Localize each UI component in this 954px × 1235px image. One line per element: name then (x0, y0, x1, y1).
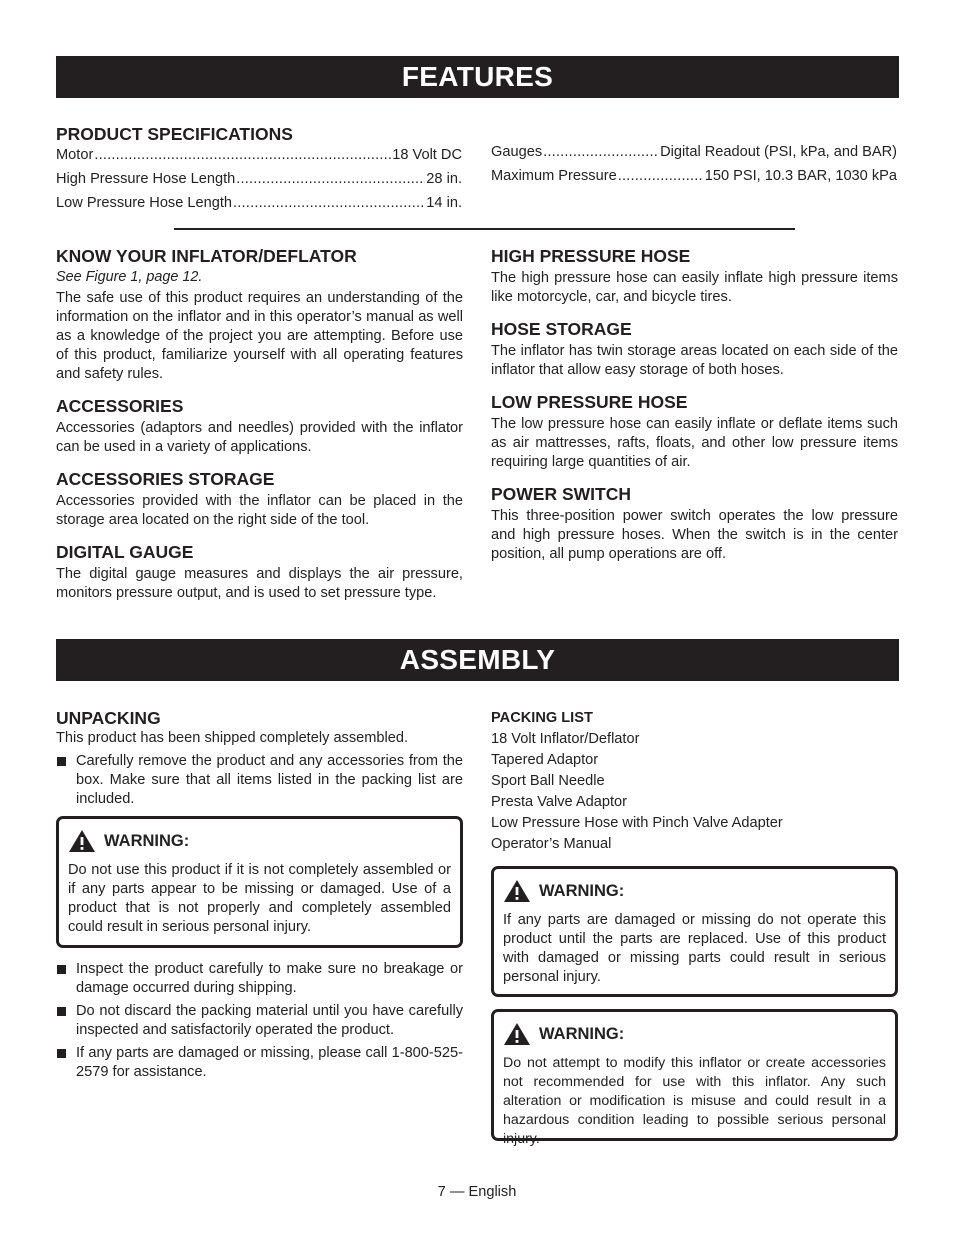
section-heading: HOSE STORAGE (491, 319, 632, 339)
features-right-column (491, 246, 898, 576)
packing-item: 18 Volt Inflator/Deflator (491, 731, 640, 747)
section-text: This three-position power switch operates the low pressure and high pressure hoses. When the switch is in the center position, all pump operations are off. (491, 508, 898, 562)
warning-title: WARNING: (104, 831, 190, 850)
section-heading: POWER SWITCH (491, 484, 631, 504)
packing-item: Sport Ball Needle (491, 773, 605, 789)
spec-row-low-hose: Low Pressure Hose Length ..... 14 in. (56, 191, 462, 215)
section-text: The high pressure hose can easily inflate high pressure items like motorcycle, car, and bicycle tires. (491, 270, 898, 305)
section-accessories (56, 396, 463, 457)
figure-reference: See Figure 1, page 12. (56, 269, 203, 285)
warning-text: If any parts are damaged or missing do not operate this product until the parts are replaced. Use of this product with damaged or missing parts could result in serious personal injury. (503, 912, 886, 985)
section-text: The digital gauge measures and displays the air pressure, monitors pressure output, and is used to set pressure type. (56, 566, 463, 601)
section-heading: HIGH PRESSURE HOSE (491, 246, 691, 266)
list-item: Do not discard the packing material until you have carefully inspected and satisfactorily operated the product. (56, 1002, 463, 1040)
warning-title: WARNING: (539, 881, 625, 900)
features-banner: FEATURES (56, 56, 899, 98)
spec-row-max-pressure: Maximum Pressure ..... 150 PSI, 10.3 BAR, 1030 kPa (491, 164, 897, 188)
packing-list-heading: PACKING LIST (491, 710, 593, 726)
packing-list-section (491, 708, 898, 855)
section-text: Accessories provided with the inflator can be placed in the storage area located on the right side of the tool. (56, 493, 463, 528)
warning-header (503, 1022, 886, 1046)
product-specifications-right (491, 140, 897, 188)
packing-item: Presta Valve Adaptor (491, 794, 628, 810)
warning-triangle-icon (68, 829, 96, 853)
warning-box-missing-parts (491, 866, 898, 997)
section-accessories-storage (56, 469, 463, 530)
product-specifications (56, 124, 462, 215)
square-bullet-icon (57, 1007, 66, 1016)
section-high-pressure-hose (491, 246, 898, 307)
section-low-pressure-hose (491, 392, 898, 472)
unpacking-heading: UNPACKING (56, 708, 161, 728)
section-text: The inflator has twin storage areas located on each side of the inflator that allow easy storage of both hoses. (491, 343, 898, 378)
section-text: The low pressure hose can easily inflate or deflate items such as air mattresses, rafts, floats, and other low pressure items requiring large quantities of air. (491, 416, 898, 470)
packing-item: Low Pressure Hose with Pinch Valve Adapter (491, 815, 783, 831)
specs-heading: PRODUCT SPECIFICATIONS (56, 124, 293, 144)
warning-header (68, 829, 451, 853)
square-bullet-icon (57, 757, 66, 766)
section-know-your-inflator (56, 246, 463, 384)
list-item: Inspect the product carefully to make sure no breakage or damage occurred during shipping. (56, 960, 463, 998)
list-item: If any parts are damaged or missing, please call 1-800-525-2579 for assistance. (56, 1044, 463, 1082)
page-footer: 7 — English (437, 1184, 517, 1200)
section-hose-storage (491, 319, 898, 380)
features-left-column (56, 246, 463, 615)
section-text: The safe use of this product requires an understanding of the information on the inflator and in this operator’s manual as well as a knowledge of the project you are attempting. Before use of this product, familiarize yourself with all operating features and safety rules. (56, 290, 463, 382)
section-heading: ACCESSORIES STORAGE (56, 469, 275, 489)
spec-row-motor: Motor ..... 18 Volt DC (56, 143, 462, 167)
square-bullet-icon (57, 1049, 66, 1058)
square-bullet-icon (57, 965, 66, 974)
unpacking-intro: This product has been shipped completely assembled. (56, 730, 409, 746)
warning-triangle-icon (503, 1022, 531, 1046)
section-heading: LOW PRESSURE HOSE (491, 392, 688, 412)
section-heading: ACCESSORIES (56, 396, 184, 416)
unpacking-bullets-top (56, 752, 463, 809)
section-text: Accessories (adaptors and needles) provided with the inflator can be used in a variety of applications. (56, 420, 463, 455)
spec-row-gauges: Gauges ..... Digital Readout (PSI, kPa, and BAR) (491, 140, 897, 164)
section-heading: DIGITAL GAUGE (56, 542, 194, 562)
unpacking-section (56, 708, 463, 809)
warning-box-modify (491, 1009, 898, 1147)
warning-text: Do not use this product if it is not completely assembled or if any parts appear to be missing or damaged. Use of a product that is not properly and completely assembled could result in serious personal injury. (68, 862, 451, 935)
assembly-banner: ASSEMBLY (56, 639, 899, 681)
section-power-switch (491, 484, 898, 564)
warning-box-unpacking (56, 816, 463, 948)
section-digital-gauge (56, 542, 463, 603)
list-item: Carefully remove the product and any accessories from the box. Make sure that all items listed in the packing list are included. (56, 752, 463, 809)
spec-row-high-hose: High Pressure Hose Length ..... 28 in. (56, 167, 462, 191)
unpacking-bullets-bottom (56, 956, 463, 1082)
packing-item: Tapered Adaptor (491, 752, 599, 768)
warning-title: WARNING: (539, 1024, 625, 1043)
warning-text: Do not attempt to modify this inflator or create accessories not recommended for use with this inflator. Any such alteration or modification is misuse and could result in a hazardous condition leading to possible serious personal injury. (503, 1055, 886, 1147)
warning-triangle-icon (503, 879, 531, 903)
section-divider (174, 228, 795, 230)
warning-header (503, 879, 886, 903)
section-heading: KNOW YOUR INFLATOR/DEFLATOR (56, 246, 357, 266)
packing-item: Operator’s Manual (491, 836, 612, 852)
